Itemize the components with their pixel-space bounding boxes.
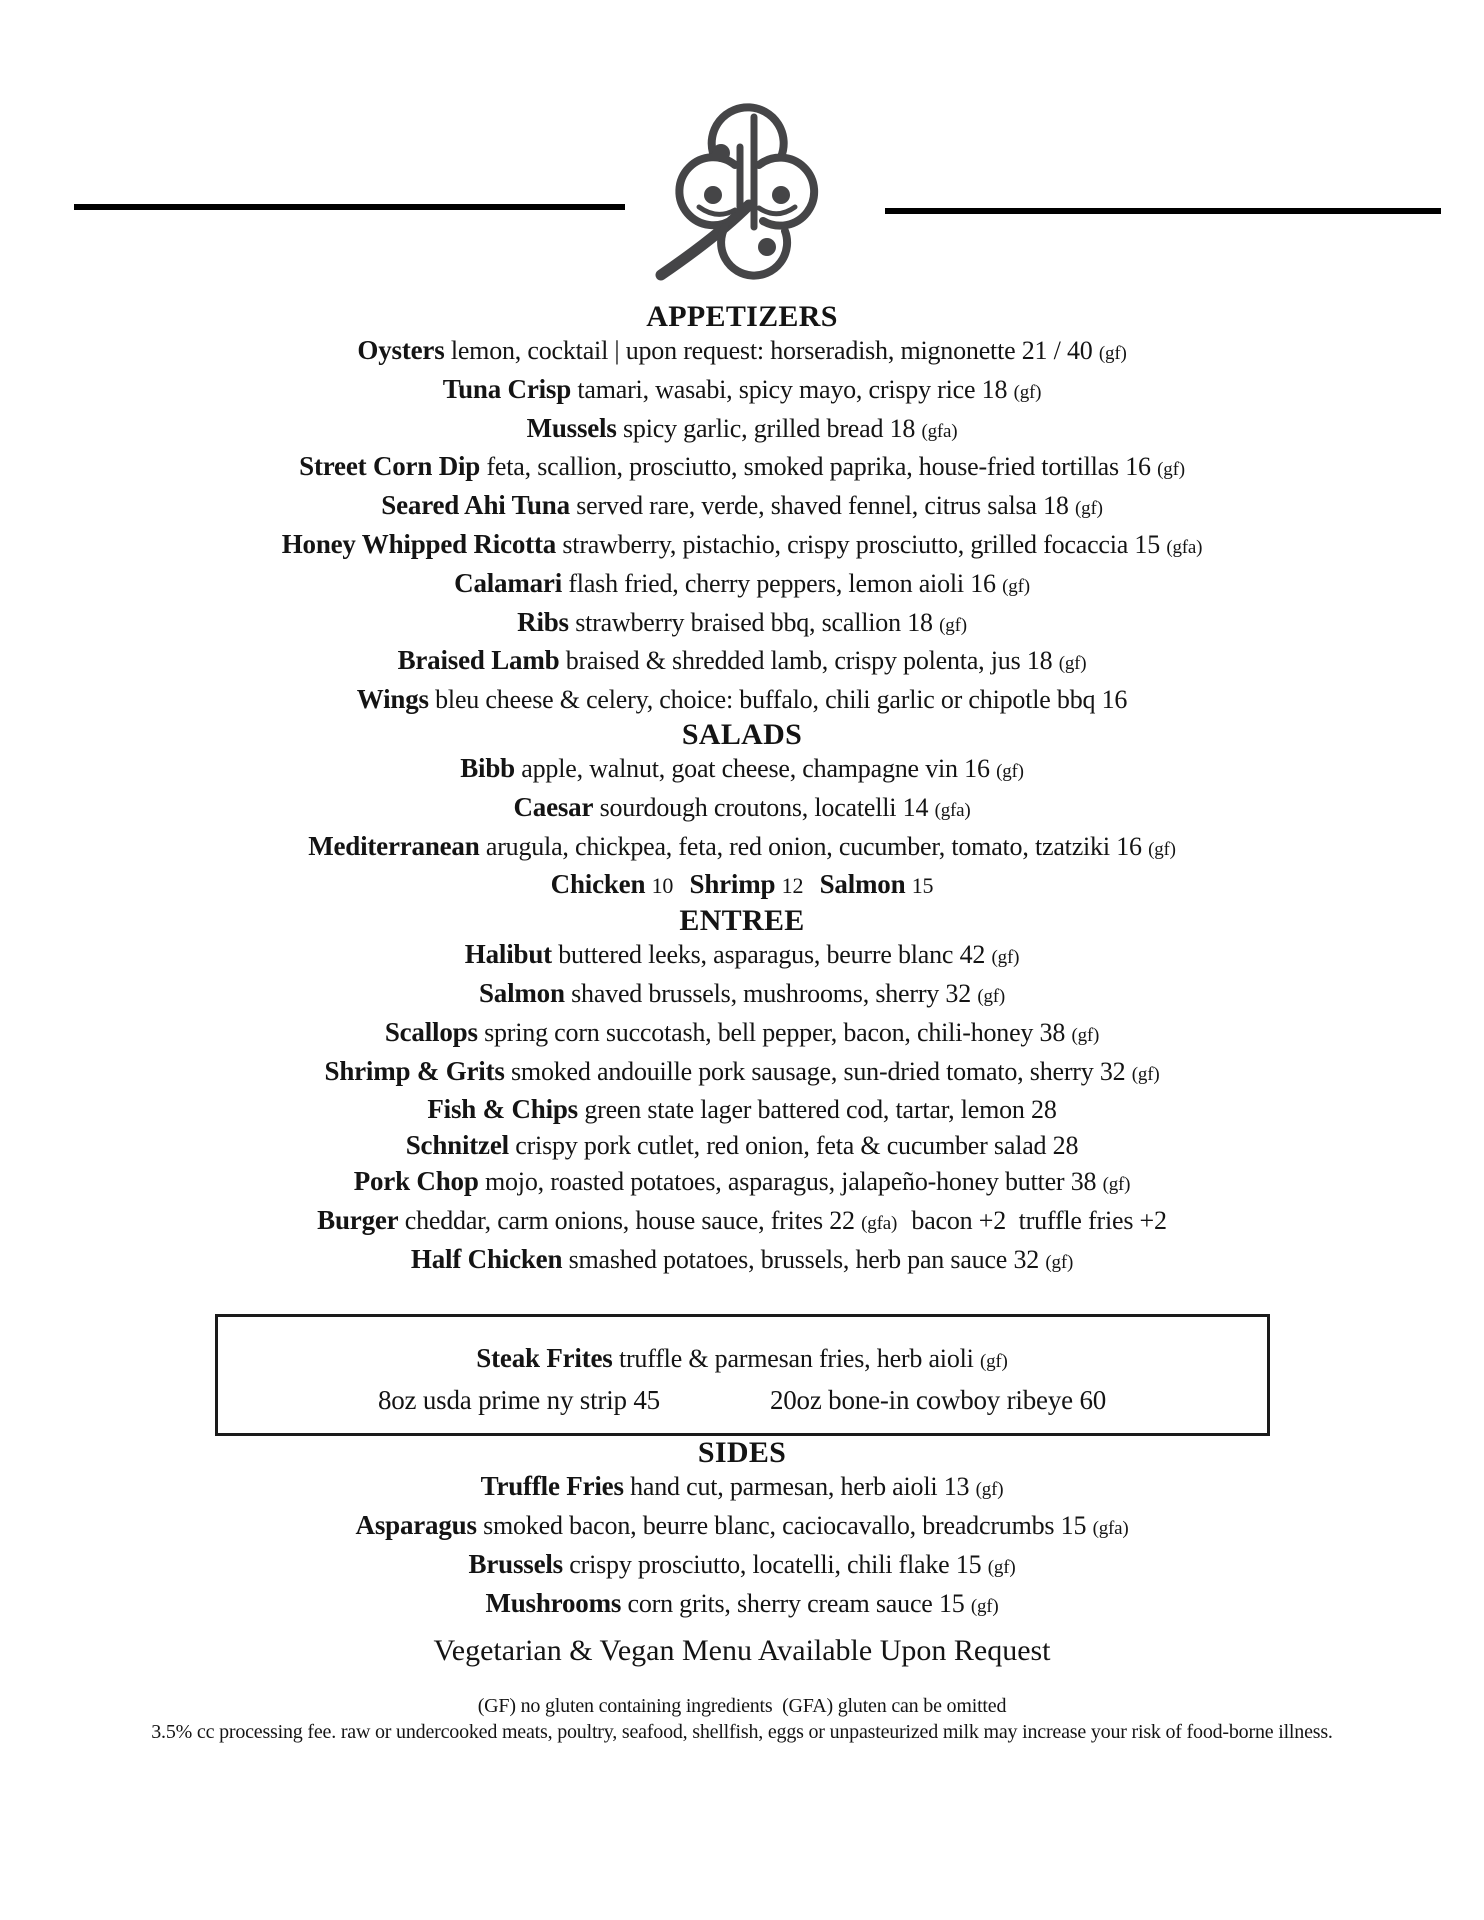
item-tag: (gf) (1131, 1063, 1160, 1085)
item-desc: corn grits, sherry cream sauce (627, 1588, 933, 1618)
menu-item (0, 1242, 1484, 1281)
steak-option-right: 20oz bone-in cowboy ribeye 60 (769, 1385, 1107, 1416)
addon-label: Shrimp (689, 869, 776, 900)
item-tag: (gf) (987, 1556, 1016, 1578)
item-desc: smoked andouille pork sausage, sun-dried tomato, sherry (511, 1056, 1094, 1086)
menu-item (0, 566, 1484, 605)
item-name: Seared Ahi Tuna (381, 490, 570, 521)
clover-logo-icon (647, 86, 847, 282)
item-tag: (gfa) (1092, 1518, 1129, 1540)
item-name: Shrimp & Grits (324, 1055, 505, 1086)
menu-item (0, 1469, 1484, 1508)
menu-item (0, 449, 1484, 488)
menu-item (0, 1547, 1484, 1586)
item-desc: apple, walnut, goat cheese, champagne vin (521, 753, 958, 783)
item-desc: served rare, verde, shaved fennel, citrus salsa (576, 491, 1037, 521)
item-tag: (gf) (939, 614, 967, 636)
item-tag: (gf) (1058, 653, 1087, 675)
item-price: 16 (964, 753, 990, 783)
item-tag: (gf) (991, 947, 1020, 969)
item-tag: (gf) (996, 760, 1024, 782)
item-price: 38 (1039, 1017, 1066, 1047)
item-name: Wings (356, 684, 429, 715)
item-price: 15 (938, 1588, 965, 1618)
item-tag: (gf) (1098, 343, 1127, 364)
item-tag: (gf) (1045, 1251, 1074, 1273)
item-tag: (gf) (970, 1595, 999, 1617)
item-name: Asparagus (355, 1510, 477, 1541)
menu-item (0, 829, 1484, 868)
item-price: 32 (1013, 1244, 1040, 1274)
item-desc: strawberry braised bbq, scallion (575, 607, 901, 637)
item-name: Halibut (464, 939, 552, 970)
item-name: Tuna Crisp (442, 373, 572, 404)
item-desc: green state lager battered cod, tartar, lemon (584, 1095, 1025, 1125)
item-desc: smashed potatoes, brussels, herb pan sauce (568, 1244, 1008, 1274)
item-desc: strawberry, pistachio, crispy prosciutto, grilled focaccia (562, 529, 1129, 559)
item-tag: (gfa) (1166, 536, 1203, 558)
item-name: Braised Lamb (397, 645, 560, 676)
section-title-salads: SALADS (681, 717, 803, 751)
item-price: 28 (1052, 1131, 1079, 1161)
menu-item (0, 682, 1484, 718)
item-desc: feta, scallion, prosciutto, smoked paprika, house-fried tortillas (486, 452, 1119, 482)
menu-content (0, 300, 1484, 1745)
item-price: 42 (959, 940, 986, 970)
menu-item (0, 1203, 1484, 1242)
section-title-sides: SIDES (697, 1436, 787, 1470)
header-rule-left (74, 204, 625, 210)
item-name: Oysters (357, 335, 445, 365)
item-desc: spicy garlic, grilled bread (622, 413, 884, 443)
item-desc: spring corn succotash, bell pepper, bacon, chili-honey (484, 1017, 1034, 1047)
item-desc: buttered leeks, asparagus, beurre blanc (558, 940, 954, 970)
item-name: Mussels (526, 412, 617, 443)
item-name: Half Chicken (410, 1243, 563, 1274)
item-tag: (gf) (1002, 575, 1030, 597)
item-name: Pork Chop (353, 1165, 479, 1196)
steak-frites-box (215, 1314, 1270, 1436)
item-name: Salmon (478, 977, 565, 1008)
section-title-entree: ENTREE (679, 904, 805, 938)
item-tag: (gfa) (921, 420, 958, 442)
addon-price: 15 (911, 873, 934, 899)
item-desc: tamari, wasabi, spicy mayo, crispy rice (577, 374, 976, 404)
menu-item (0, 527, 1484, 566)
item-desc: flash fried, cherry peppers, lemon aioli (568, 568, 964, 598)
item-desc: arugula, chickpea, feta, red onion, cucumber, tomato, tzatziki (485, 831, 1110, 861)
addon-price: 12 (781, 873, 804, 899)
item-price: 14 (902, 792, 929, 822)
item-extras: bacon +2 truffle fries +2 (911, 1205, 1167, 1235)
gluten-key-note: (GF) no gluten containing ingredients (GFA) gluten can be omitted (477, 1694, 1007, 1717)
item-tag: (gf) (1157, 459, 1185, 481)
item-name: Street Corn Dip (299, 451, 481, 482)
item-price: 38 (1070, 1166, 1097, 1196)
item-price: 18 (889, 413, 916, 443)
veg-vegan-note: Vegetarian & Vegan Menu Available Upon Request (433, 1633, 1051, 1667)
item-name: Fish & Chips (427, 1094, 578, 1125)
item-desc: mojo, roasted potatoes, asparagus, jalapeño-honey butter (484, 1166, 1065, 1196)
menu-item (0, 1164, 1484, 1203)
addon-label: Chicken (550, 869, 646, 900)
item-desc: sourdough croutons, locatelli (599, 792, 897, 822)
item-price: 22 (829, 1205, 855, 1235)
menu-item (0, 790, 1484, 829)
item-price: 13 (943, 1472, 970, 1502)
item-name: Bibb (460, 752, 515, 783)
menu-item (0, 1508, 1484, 1547)
item-name: Scallops (384, 1016, 478, 1047)
item-desc: lemon, cocktail | upon request: horseradish, mignonette (450, 336, 1016, 365)
feature-item (218, 1341, 1267, 1379)
menu-item (0, 488, 1484, 527)
menu-item (0, 333, 1484, 372)
item-name: Truffle Fries (480, 1471, 624, 1502)
item-desc: crispy pork cutlet, red onion, feta & cucumber salad (515, 1131, 1047, 1161)
menu-item (0, 1054, 1484, 1093)
item-price: 15 (955, 1549, 982, 1579)
item-desc: cheddar, carm onions, house sauce, frites (404, 1205, 823, 1235)
item-price: 16 (1125, 452, 1151, 482)
menu-item (0, 976, 1484, 1015)
item-price: 32 (1099, 1056, 1126, 1086)
item-tag: (gfa) (861, 1212, 898, 1234)
menu-item (0, 1015, 1484, 1054)
item-price: 16 (1116, 831, 1142, 861)
item-name: Caesar (513, 791, 594, 822)
item-price: 16 (1101, 685, 1128, 715)
item-tag: (gf) (1013, 381, 1042, 403)
item-price: 21 / 40 (1021, 336, 1093, 365)
item-name: Calamari (454, 567, 563, 598)
item-desc: crispy prosciutto, locatelli, chili flake (569, 1549, 950, 1579)
item-name: Mediterranean (308, 830, 480, 861)
item-price: 15 (1060, 1511, 1087, 1541)
item-price: 18 (1043, 491, 1069, 521)
menu-item (0, 605, 1484, 644)
steak-option-left: 8oz usda prime ny strip 45 (377, 1385, 660, 1416)
item-name: Honey Whipped Ricotta (281, 528, 557, 559)
item-tag: (gf) (1075, 498, 1103, 520)
item-desc: truffle & parmesan fries, herb aioli (618, 1344, 974, 1374)
item-desc: bleu cheese & celery, choice: buffalo, chili garlic or chipotle bbq (435, 685, 1096, 715)
item-price: 15 (1134, 529, 1161, 559)
menu-item (0, 1128, 1484, 1164)
item-tag: (gf) (980, 1351, 1008, 1373)
menu-item (0, 1092, 1484, 1128)
item-desc: shaved brussels, mushrooms, sherry (571, 978, 940, 1008)
item-price: 16 (970, 568, 996, 598)
item-tag: (gf) (977, 985, 1006, 1007)
disclaimer-note: 3.5% cc processing fee. raw or undercooked meats, poultry, seafood, shellfish, eggs or unpasteurized milk may increase your risk of food-borne illness. (151, 1720, 1333, 1743)
menu-item (0, 751, 1484, 790)
item-name: Steak Frites (476, 1343, 613, 1374)
item-price: 28 (1031, 1095, 1057, 1125)
item-name: Brussels (468, 1548, 563, 1579)
item-name: Schnitzel (405, 1130, 509, 1161)
item-tag: (gf) (975, 1479, 1004, 1501)
section-title-appetizers: APPETIZERS (646, 300, 838, 333)
menu-item (0, 937, 1484, 976)
item-price: 18 (981, 374, 1008, 404)
item-desc: hand cut, parmesan, herb aioli (630, 1472, 938, 1502)
item-tag: (gfa) (934, 799, 971, 821)
header-rule-right (885, 208, 1441, 214)
item-name: Burger (317, 1204, 399, 1235)
salad-protein-addons (0, 867, 1484, 904)
item-price: 32 (945, 978, 972, 1008)
item-desc: braised & shredded lamb, crispy polenta, jus (565, 646, 1021, 676)
item-tag: (gf) (1148, 838, 1176, 860)
addon-label: Salmon (819, 869, 906, 900)
item-name: Mushrooms (485, 1587, 622, 1618)
item-price: 18 (907, 607, 933, 637)
menu-item (0, 411, 1484, 450)
item-name: Ribs (517, 606, 569, 637)
steak-options (218, 1383, 1267, 1417)
menu-item (0, 1586, 1484, 1625)
menu-item (0, 372, 1484, 411)
menu-item (0, 643, 1484, 682)
addon-price: 10 (651, 873, 674, 899)
item-tag: (gf) (1102, 1173, 1131, 1195)
menu-header (0, 0, 1484, 300)
item-price: 18 (1026, 646, 1053, 676)
item-tag: (gf) (1071, 1024, 1100, 1046)
item-desc: smoked bacon, beurre blanc, caciocavallo, breadcrumbs (483, 1511, 1055, 1541)
